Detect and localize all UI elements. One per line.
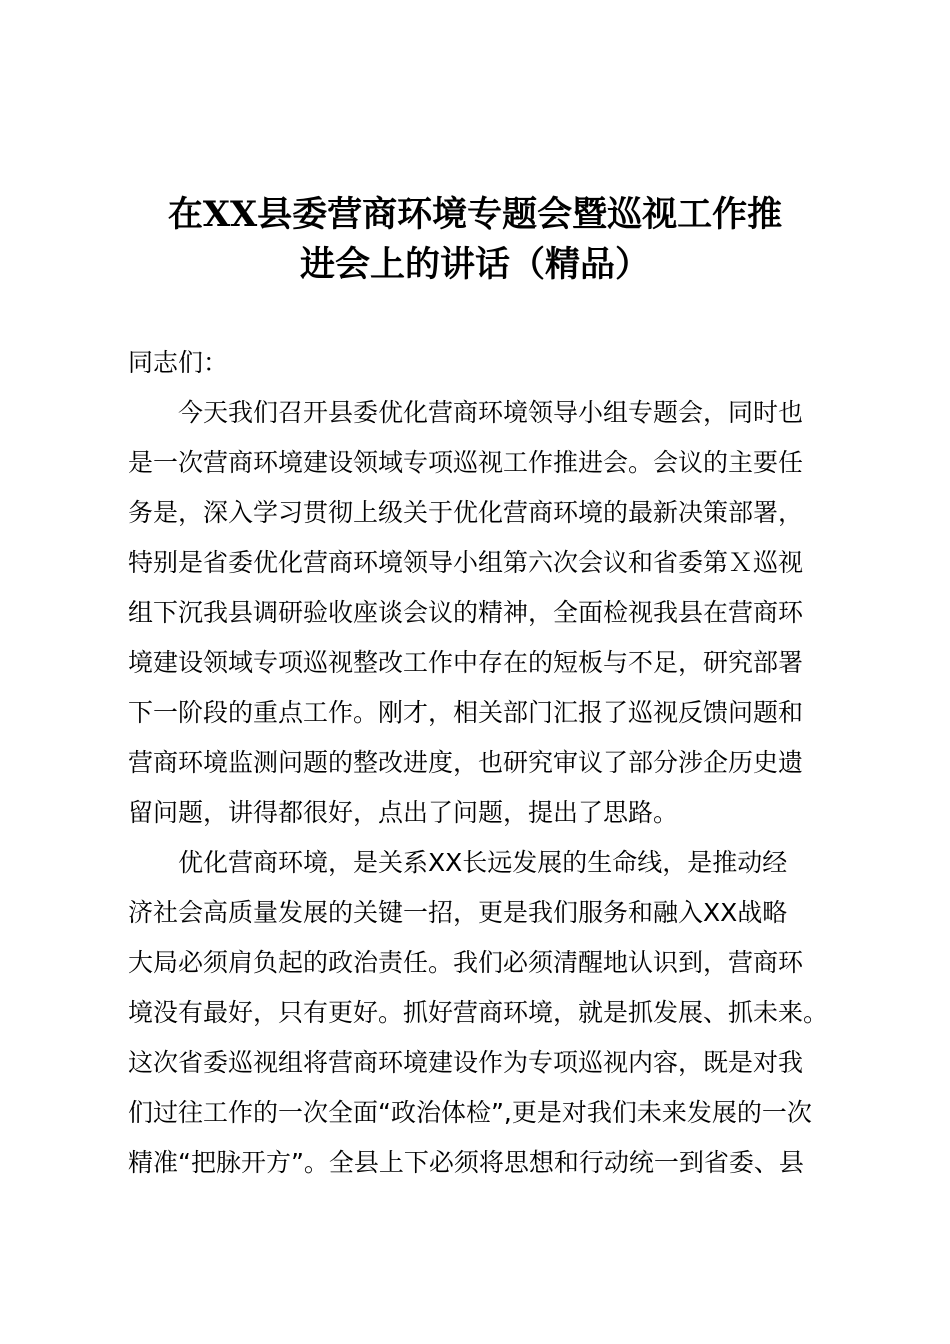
paragraph-line: 组下沉我县调研验收座谈会议的精神，全面检视我县在营商环 — [128, 598, 804, 627]
paragraph-line: 境建设领域专项巡视整改工作中存在的短板与不足，研究部署 — [128, 648, 804, 677]
paragraph-line: 务是，深入学习贯彻上级关于优化营商环境的最新决策部署， — [128, 498, 804, 527]
paragraph-line: 精准“把脉开方”。全县上下必须将思想和行动统一到省委、县 — [128, 1148, 804, 1177]
paragraph-line: 优化营商环境，是关系XX长远发展的生命线，是推动经 — [178, 848, 788, 877]
salutation: 同志们： — [128, 348, 229, 377]
document-title-line-1: 在XX县委营商环境专题会暨巡视工作推 — [167, 194, 783, 235]
paragraph-line: 济社会高质量发展的关键一招，更是我们服务和融入XX战略 — [128, 898, 788, 927]
paragraph-line: 留问题，讲得都很好，点出了问题，提出了思路。 — [128, 798, 679, 827]
document-title-line-2: 进会上的讲话（精品） — [299, 244, 650, 285]
paragraph-line: 是一次营商环境建设领域专项巡视工作推进会。会议的主要任 — [128, 448, 804, 477]
paragraph-line: 这次省委巡视组将营商环境建设作为专项巡视内容，既是对我 — [128, 1048, 804, 1077]
paragraph-line: 特别是省委优化营商环境领导小组第六次会议和省委第Ｘ巡视 — [128, 548, 804, 577]
paragraph-line: 们过往工作的一次全面“政治体检”,更是对我们未来发展的一次 — [128, 1098, 812, 1127]
paragraph-line: 境没有最好，只有更好。抓好营商环境，就是抓发展、抓未来。 — [128, 998, 829, 1027]
paragraph-line: 营商环境监测问题的整改进度，也研究审议了部分涉企历史遗 — [128, 748, 804, 777]
paragraph-line: 今天我们召开县委优化营商环境领导小组专题会，同时也 — [178, 398, 804, 427]
paragraph-line: 下一阶段的重点工作。刚才，相关部门汇报了巡视反馈问题和 — [128, 698, 804, 727]
paragraph-line: 大局必须肩负起的政治责任。我们必须清醒地认识到，营商环 — [128, 948, 804, 977]
